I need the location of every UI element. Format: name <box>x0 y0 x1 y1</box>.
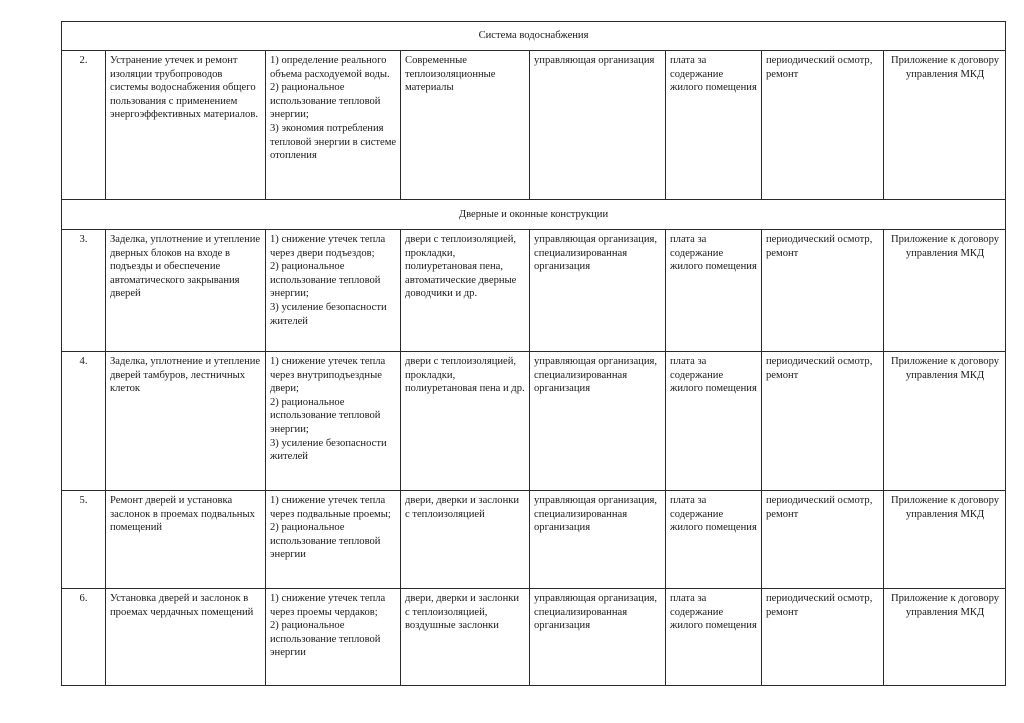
frequency-cell: периодический осмотр, ремонт <box>762 51 884 200</box>
row-number: 2. <box>62 51 106 200</box>
executor-cell: управляющая организация, специализированная организация <box>530 491 666 589</box>
frequency-cell: периодический осмотр, ремонт <box>762 230 884 352</box>
document-cell: Приложение к договору управления МКД <box>884 230 1006 352</box>
section-header-row <box>62 200 1006 230</box>
funding-cell: плата за содержание жилого помещения <box>666 51 762 200</box>
materials-cell: Современные теплоизоляционные материалы <box>401 51 530 200</box>
funding-cell: плата за содержание жилого помещения <box>666 230 762 352</box>
measure-cell: Ремонт дверей и установка заслонок в проемах подвальных помещений <box>106 491 266 589</box>
section-header-row <box>62 22 1006 51</box>
materials-cell: двери, дверки и заслонки с теплоизоляцией, воздушные заслонки <box>401 589 530 686</box>
effect-cell: 1) снижение утечек тепла через подвальные проемы; 2) рациональное использование тепловой энергии <box>266 491 401 589</box>
measure-cell: Устранение утечек и ремонт изоляции трубопроводов системы водоснабжения общего пользования с применением энергоэффективных материалов. <box>106 51 266 200</box>
measure-cell: Установка дверей и заслонок в проемах чердачных помещений <box>106 589 266 686</box>
document-cell: Приложение к договору управления МКД <box>884 589 1006 686</box>
effect-cell: 1) снижение утечек тепла через двери подъездов; 2) рациональное использование тепловой энергии; 3) усиление безопасности жителей <box>266 230 401 352</box>
section-title: Дверные и оконные конструкции <box>62 200 1006 230</box>
section-title: Система водоснабжения <box>62 22 1006 51</box>
funding-cell: плата за содержание жилого помещения <box>666 589 762 686</box>
row-number: 4. <box>62 352 106 491</box>
effect-cell: 1) снижение утечек тепла через внутриподъездные двери; 2) рациональное использование тепловой энергии; 3) усиление безопасности жителей <box>266 352 401 491</box>
measure-cell: Заделка, уплотнение и утепление дверей тамбуров, лестничных клеток <box>106 352 266 491</box>
executor-cell: управляющая организация <box>530 51 666 200</box>
row-number: 3. <box>62 230 106 352</box>
effect-cell: 1) определение реального объема расходуемой воды. 2) рациональное использование тепловой энергии; 3) экономия потребления тепловой энергии в системе отопления <box>266 51 401 200</box>
executor-cell: управляющая организация, специализированная организация <box>530 230 666 352</box>
executor-cell: управляющая организация, специализированная организация <box>530 352 666 491</box>
materials-cell: двери с теплоизоляцией, прокладки, полиуретановая пена и др. <box>401 352 530 491</box>
row-number: 5. <box>62 491 106 589</box>
document-cell: Приложение к договору управления МКД <box>884 51 1006 200</box>
effect-cell: 1) снижение утечек тепла через проемы чердаков; 2) рациональное использование тепловой энергии <box>266 589 401 686</box>
document-cell: Приложение к договору управления МКД <box>884 352 1006 491</box>
measures-table <box>61 21 1006 686</box>
frequency-cell: периодический осмотр, ремонт <box>762 589 884 686</box>
funding-cell: плата за содержание жилого помещения <box>666 491 762 589</box>
table-row <box>62 51 1006 200</box>
measure-cell: Заделка, уплотнение и утепление дверных блоков на входе в подъезды и обеспечение автоматического закрывания дверей <box>106 230 266 352</box>
materials-cell: двери с теплоизоляцией, прокладки, полиуретановая пена, автоматические дверные доводчики и др. <box>401 230 530 352</box>
table-row <box>62 352 1006 491</box>
table-row <box>62 230 1006 352</box>
materials-cell: двери, дверки и заслонки с теплоизоляцией <box>401 491 530 589</box>
frequency-cell: периодический осмотр, ремонт <box>762 491 884 589</box>
executor-cell: управляющая организация, специализированная организация <box>530 589 666 686</box>
table-row <box>62 491 1006 589</box>
document-cell: Приложение к договору управления МКД <box>884 491 1006 589</box>
row-number: 6. <box>62 589 106 686</box>
table-row <box>62 589 1006 686</box>
frequency-cell: периодический осмотр, ремонт <box>762 352 884 491</box>
funding-cell: плата за содержание жилого помещения <box>666 352 762 491</box>
